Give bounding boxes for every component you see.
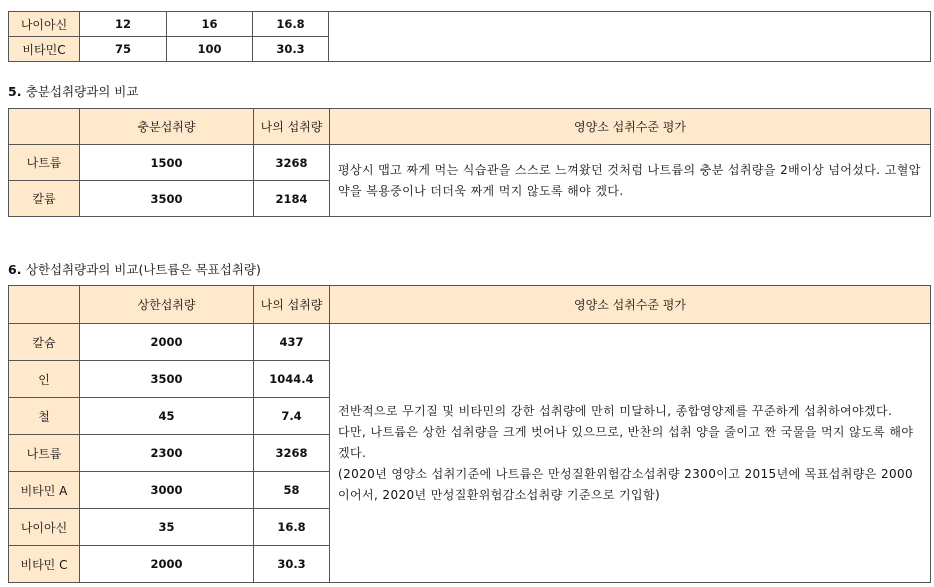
section-heading: 상한섭취량과의 비교(나트륨은 목표섭취량)	[25, 262, 261, 277]
value-cell: 16	[167, 12, 253, 37]
upper-limit-table	[8, 285, 931, 583]
table-row	[9, 324, 931, 361]
my-intake-value: 3268	[254, 145, 330, 181]
value-cell: 30.3	[253, 37, 329, 62]
evaluation-cell	[329, 12, 931, 62]
evaluation-line: 평상시 맵고 짜게 먹는 식습관을 스스로 느껴왔던 것처럼 나트륨의 충분 섭취량을 2배이상 넘어섰다. 고혈압약을 복용중이나 더더욱 짜게 먹지 않도록 해야 겠다.	[338, 162, 921, 198]
reference-value: 2300	[80, 435, 254, 472]
header-blank	[9, 109, 80, 145]
reference-value: 3500	[80, 361, 254, 398]
nutrient-name: 나트륨	[9, 435, 80, 472]
reference-value: 3500	[80, 181, 254, 217]
value-cell: 16.8	[253, 12, 329, 37]
nutrient-name: 나트륨	[9, 145, 80, 181]
my-intake-value: 58	[254, 472, 330, 509]
my-intake-value: 2184	[254, 181, 330, 217]
reference-value: 45	[80, 398, 254, 435]
my-intake-value: 3268	[254, 435, 330, 472]
section-5-title	[8, 82, 138, 100]
section-heading: 충분섭취량과의 비교	[25, 84, 139, 99]
my-intake-value: 1044.4	[254, 361, 330, 398]
value-cell: 75	[80, 37, 167, 62]
nutrient-name: 나이아신	[9, 12, 80, 37]
nutrient-name: 칼슘	[9, 324, 80, 361]
reference-value: 1500	[80, 145, 254, 181]
top-partial-table	[8, 11, 931, 62]
table-row	[9, 12, 931, 37]
value-cell: 12	[80, 12, 167, 37]
my-intake-value: 437	[254, 324, 330, 361]
value-cell: 100	[167, 37, 253, 62]
reference-value: 2000	[80, 546, 254, 583]
my-intake-value: 16.8	[254, 509, 330, 546]
header-reference: 충분섭취량	[80, 109, 254, 145]
nutrient-name: 철	[9, 398, 80, 435]
evaluation-text-cell	[330, 324, 931, 583]
header-evaluation: 영양소 섭취수준 평가	[330, 286, 931, 324]
table-header-row	[9, 286, 931, 324]
header-blank	[9, 286, 80, 324]
header-mine: 나의 섭취량	[254, 286, 330, 324]
reference-value: 35	[80, 509, 254, 546]
my-intake-value: 7.4	[254, 398, 330, 435]
section-number: 6.	[8, 262, 22, 277]
section-number: 5.	[8, 84, 22, 99]
adequate-intake-table	[8, 108, 931, 217]
reference-value: 2000	[80, 324, 254, 361]
section-6-title	[8, 260, 261, 278]
evaluation-text-cell	[330, 145, 931, 217]
reference-value: 3000	[80, 472, 254, 509]
table-row	[9, 145, 931, 181]
nutrient-name: 인	[9, 361, 80, 398]
evaluation-line: 전반적으로 무기질 및 비타민의 강한 섭취량에 만히 미달하니, 종합영양제를 꾸준하게 섭취하여야겠다.	[338, 403, 893, 418]
evaluation-line: 다만, 나트륨은 상한 섭취량을 크게 벗어나 있으므로, 반찬의 섭취 양을 줄이고 짠 국물을 먹지 않도록 해야겠다.	[338, 424, 914, 460]
header-reference: 상한섭취량	[80, 286, 254, 324]
nutrient-name: 비타민 C	[9, 546, 80, 583]
evaluation-line: (2020년 영양소 섭취기준에 나트륨은 만성질환위험감소섭취량 2300이고 2015년에 목표섭취량은 2000이어서, 2020년 만성질환위험감소섭취량 기준으로 기입함)	[338, 466, 914, 502]
nutrient-name: 칼륨	[9, 181, 80, 217]
nutrient-name: 나이아신	[9, 509, 80, 546]
my-intake-value: 30.3	[254, 546, 330, 583]
table-header-row	[9, 109, 931, 145]
header-evaluation: 영양소 섭취수준 평가	[330, 109, 931, 145]
nutrient-name: 비타민C	[9, 37, 80, 62]
nutrient-name: 비타민 A	[9, 472, 80, 509]
header-mine: 나의 섭취량	[254, 109, 330, 145]
